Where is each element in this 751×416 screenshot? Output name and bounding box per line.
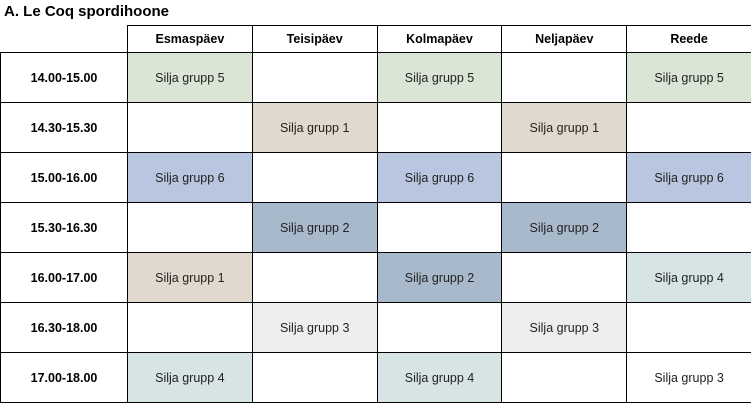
table-body xyxy=(1,53,751,403)
schedule-cell-booked: Silja grupp 4 xyxy=(128,353,253,403)
schedule-cell-booked: Silja grupp 6 xyxy=(377,153,502,203)
schedule-cell-empty xyxy=(128,203,253,253)
schedule-cell-booked: Silja grupp 5 xyxy=(128,53,253,103)
schedule-cell-empty xyxy=(128,103,253,153)
schedule-cell-booked: Silja grupp 6 xyxy=(128,153,253,203)
time-slot-label: 17.00-18.00 xyxy=(1,353,128,403)
schedule-cell-booked: Silja grupp 2 xyxy=(502,203,627,253)
schedule-table xyxy=(0,25,751,403)
schedule-cell-booked: Silja grupp 1 xyxy=(502,103,627,153)
table-corner-cell xyxy=(1,26,128,53)
schedule-cell-empty xyxy=(252,153,377,203)
schedule-cell-empty xyxy=(252,253,377,303)
schedule-cell-empty xyxy=(627,303,751,353)
schedule-cell-empty xyxy=(252,353,377,403)
header-row xyxy=(1,26,751,53)
table-row xyxy=(1,53,751,103)
page-title: A. Le Coq spordihoone xyxy=(4,3,169,20)
time-slot-label: 16.30-18.00 xyxy=(1,303,128,353)
column-header-friday: Reede xyxy=(627,26,751,53)
schedule-cell-empty xyxy=(627,103,751,153)
schedule-cell-booked: Silja grupp 2 xyxy=(252,203,377,253)
schedule-cell-empty xyxy=(252,53,377,103)
time-slot-label: 14.30-15.30 xyxy=(1,103,128,153)
column-header-monday: Esmaspäev xyxy=(128,26,253,53)
time-slot-label: 15.30-16.30 xyxy=(1,203,128,253)
schedule-cell-empty xyxy=(502,253,627,303)
table-header xyxy=(1,26,751,53)
schedule-cell-booked: Silja grupp 3 xyxy=(627,353,751,403)
schedule-cell-empty xyxy=(377,303,502,353)
column-header-wednesday: Kolmapäev xyxy=(377,26,502,53)
schedule-cell-empty xyxy=(627,203,751,253)
schedule-cell-empty xyxy=(377,103,502,153)
column-header-tuesday: Teisipäev xyxy=(252,26,377,53)
table-row xyxy=(1,203,751,253)
schedule-cell-empty xyxy=(502,53,627,103)
schedule-cell-booked: Silja grupp 2 xyxy=(377,253,502,303)
schedule-cell-booked: Silja grupp 4 xyxy=(627,253,751,303)
table-row xyxy=(1,253,751,303)
schedule-cell-booked: Silja grupp 1 xyxy=(128,253,253,303)
schedule-cell-booked: Silja grupp 5 xyxy=(377,53,502,103)
table-row xyxy=(1,303,751,353)
schedule-cell-booked: Silja grupp 4 xyxy=(377,353,502,403)
column-header-thursday: Neljapäev xyxy=(502,26,627,53)
schedule-cell-booked: Silja grupp 6 xyxy=(627,153,751,203)
schedule-cell-booked: Silja grupp 5 xyxy=(627,53,751,103)
schedule-cell-booked: Silja grupp 3 xyxy=(252,303,377,353)
schedule-cell-empty xyxy=(128,303,253,353)
schedule-cell-booked: Silja grupp 3 xyxy=(502,303,627,353)
time-slot-label: 15.00-16.00 xyxy=(1,153,128,203)
table-row xyxy=(1,103,751,153)
schedule-cell-empty xyxy=(502,353,627,403)
time-slot-label: 14.00-15.00 xyxy=(1,53,128,103)
time-slot-label: 16.00-17.00 xyxy=(1,253,128,303)
table-row xyxy=(1,353,751,403)
table-row xyxy=(1,153,751,203)
schedule-cell-empty xyxy=(502,153,627,203)
schedule-cell-empty xyxy=(377,203,502,253)
schedule-cell-booked: Silja grupp 1 xyxy=(252,103,377,153)
